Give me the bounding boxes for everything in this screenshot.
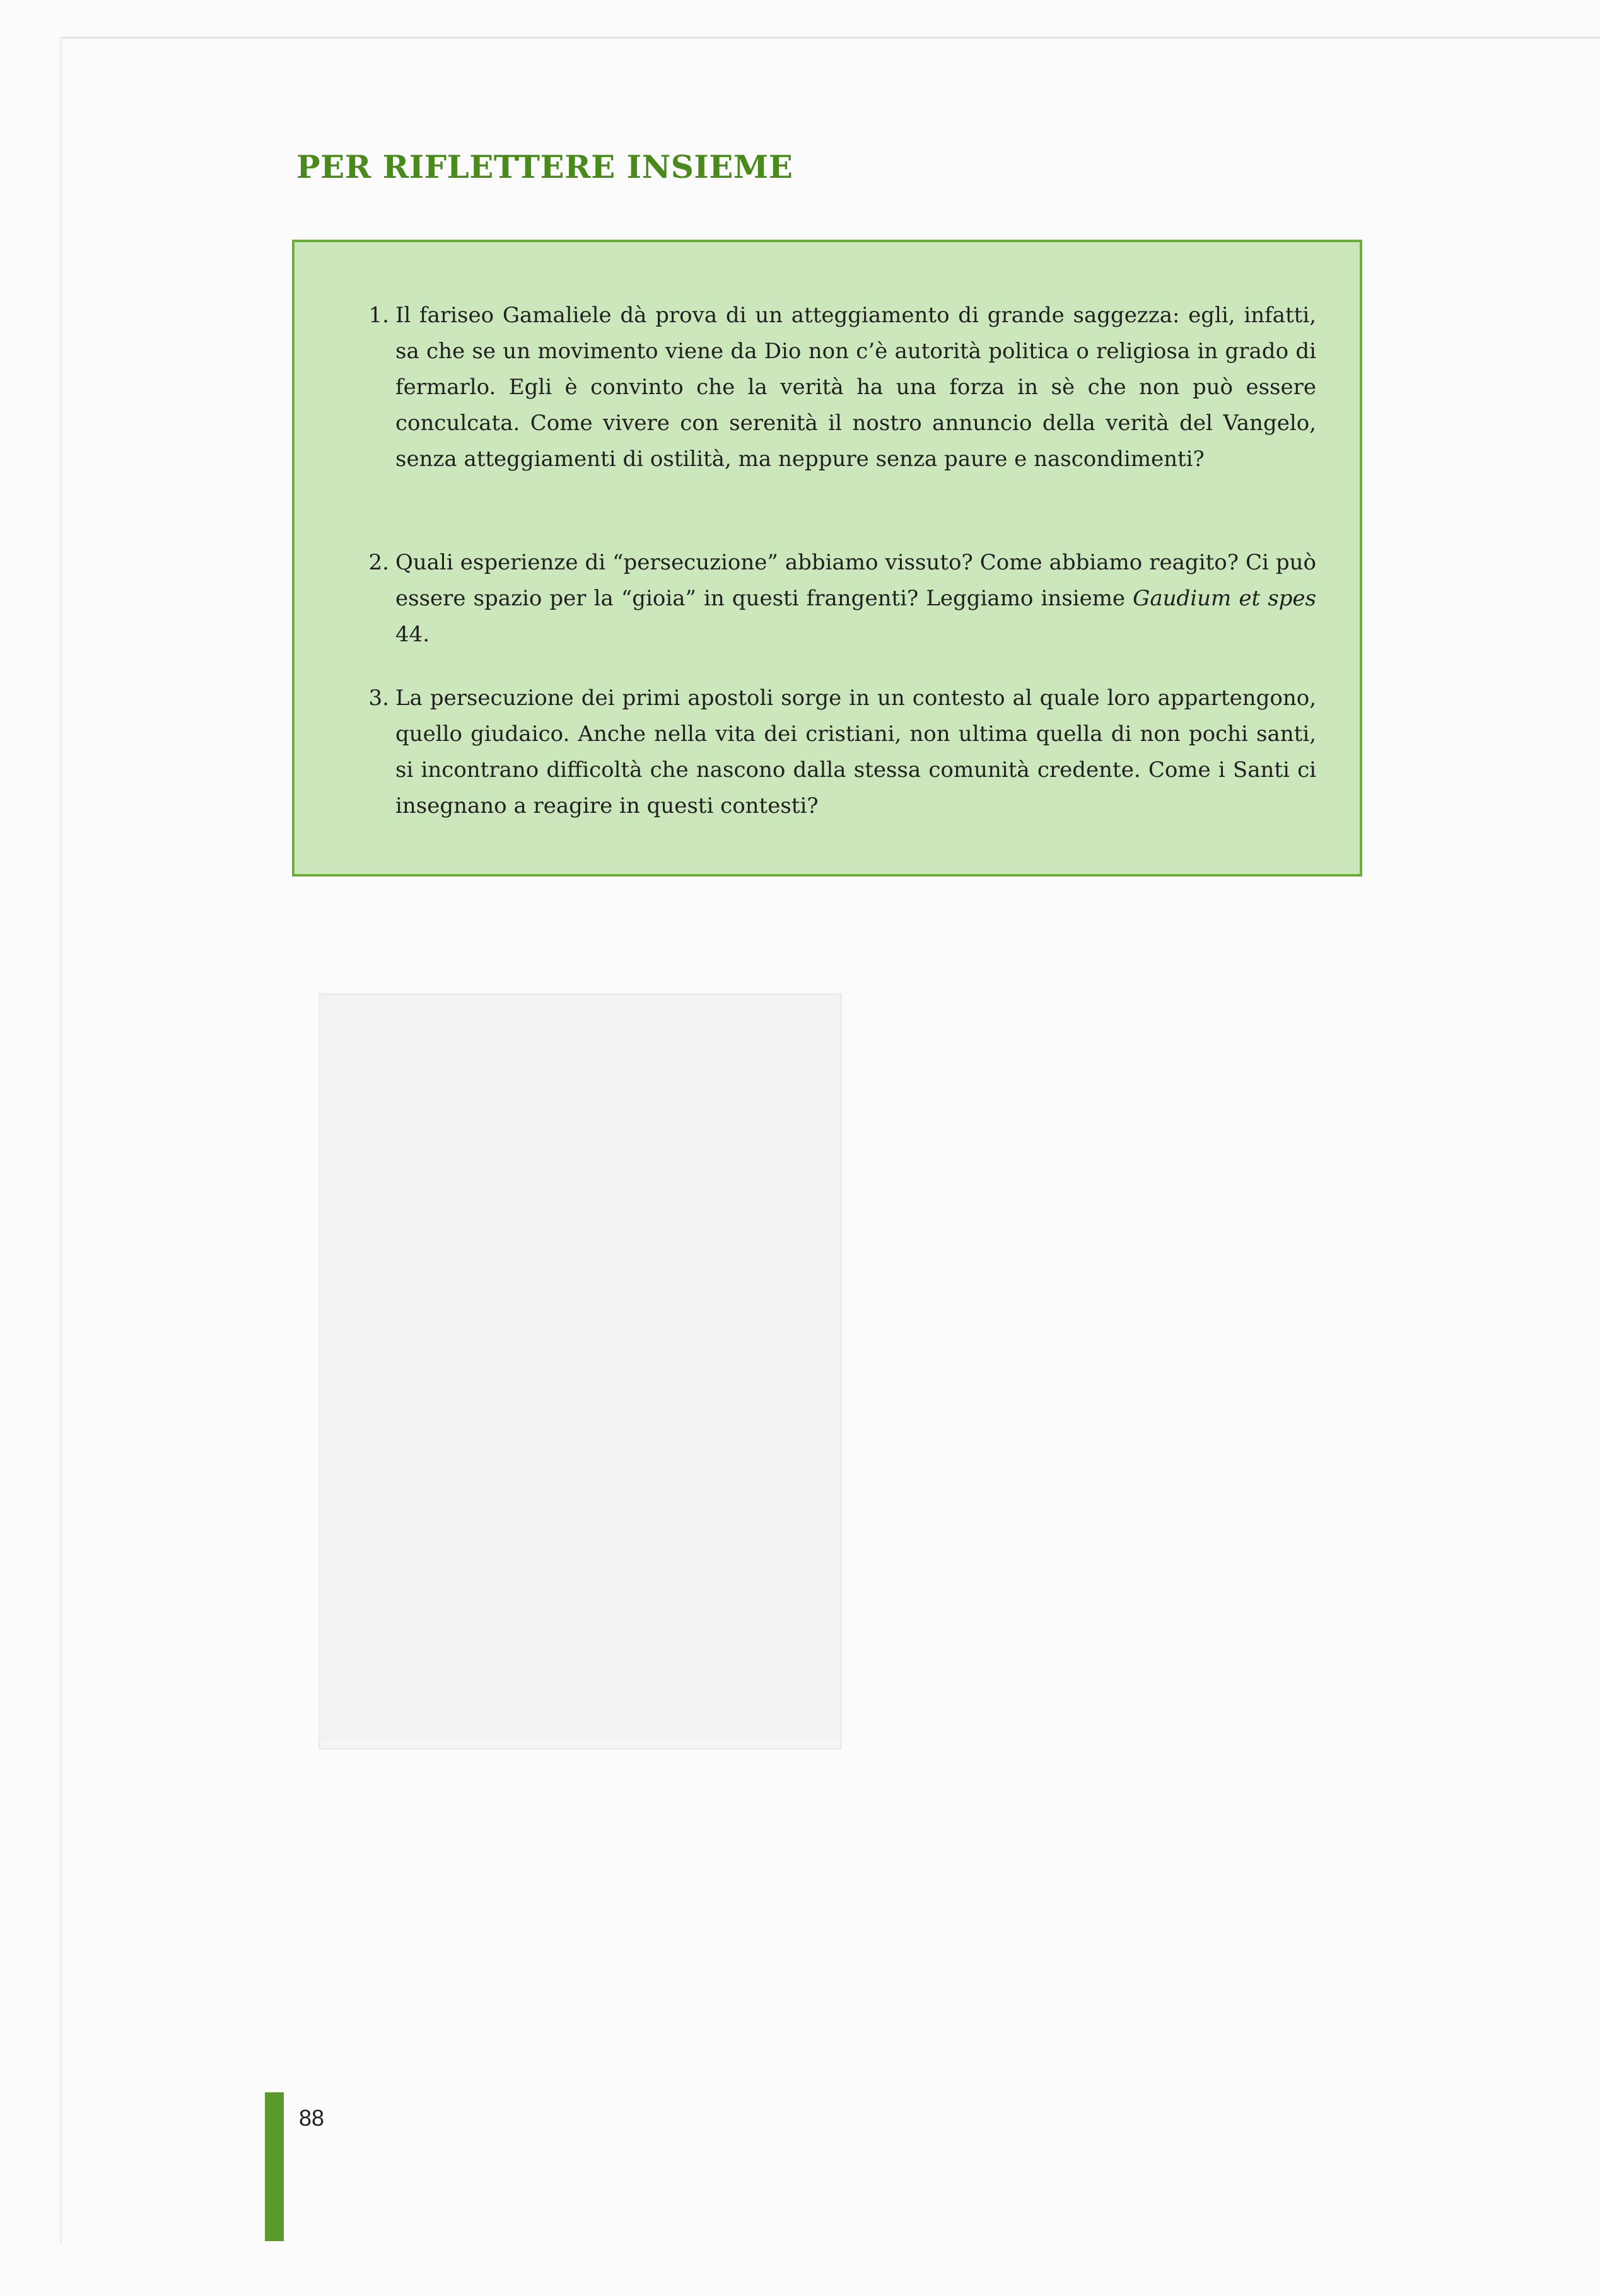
question-2 bbox=[368, 545, 1316, 653]
question-1 bbox=[368, 298, 1316, 477]
page-edge-top bbox=[60, 37, 1600, 38]
question-3-number: 3. bbox=[368, 685, 389, 711]
reflection-box bbox=[292, 240, 1362, 877]
illustration-area bbox=[320, 995, 840, 1739]
page-marker-bar bbox=[265, 2092, 284, 2241]
page-number: 88 bbox=[299, 2105, 325, 2131]
question-2-document-title: Gaudium et spes bbox=[1133, 586, 1316, 611]
question-2-text: Quali esperienze di “persecuzione” abbiamo vissuto? Come abbiamo reagito? Ci può essere spazio per la “gioia” in questi frangenti? Leggiamo insieme bbox=[395, 550, 1316, 611]
question-2-text-end: 44. bbox=[395, 622, 430, 647]
question-3-text: La persecuzione dei primi apostoli sorge in un contesto al quale loro appartengono, quello giudaico. Anche nella vita dei cristiani, non ultima quella di non pochi santi, si incontrano difficoltà che nascono dalla stessa comunità credente. Come i Santi ci insegnano a reagire in questi contesti? bbox=[395, 685, 1316, 819]
question-1-number: 1. bbox=[368, 303, 389, 328]
page-edge-left bbox=[60, 37, 62, 2244]
faded-illustration-bleedthrough bbox=[318, 993, 842, 1750]
question-3 bbox=[368, 680, 1316, 824]
question-2-number: 2. bbox=[368, 550, 389, 575]
question-1-text: Il fariseo Gamaliele dà prova di un atteggiamento di grande saggezza: egli, infatti, sa che se un movimento viene da Dio non c’è autorità politica o religiosa in grado di fermarlo. Egli è convinto che la verità ha una forza in sè che non può essere conculcata. Come vivere con serenità il nostro annuncio della verità del Vangelo, senza atteggiamenti di ostilità, ma neppure senza paure e nascondimenti? bbox=[395, 303, 1316, 472]
section-title: PER RIFLETTERE INSIEME bbox=[296, 148, 793, 185]
